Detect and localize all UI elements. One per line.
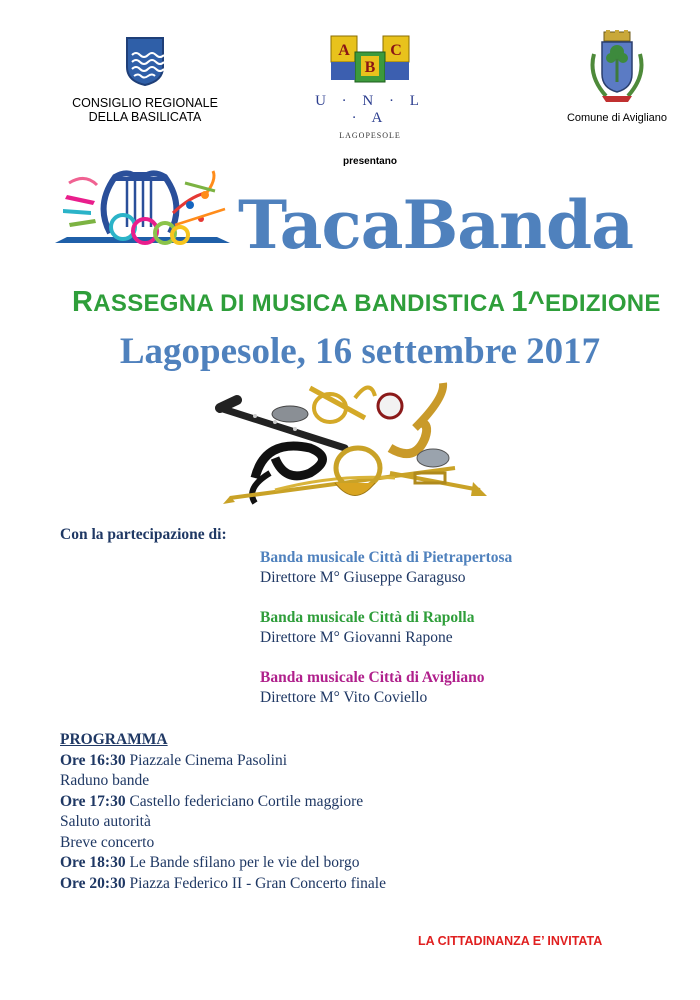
municipal-crest-icon	[586, 30, 648, 104]
lyre-music-icon	[55, 165, 235, 265]
unla-place: LAGOPESOLE	[339, 131, 401, 140]
band-director: Direttore M° Giovanni Rapone	[260, 629, 453, 646]
band-director: Direttore M° Giuseppe Garaguso	[260, 569, 466, 586]
programma-item	[60, 751, 386, 772]
programma-text: Piazzale Cinema Pasolini	[125, 751, 287, 769]
subtitle-edition-number: 1^	[511, 286, 545, 318]
subtitle-edition: EDIZIONE	[544, 290, 661, 317]
unla-logo	[315, 30, 425, 140]
programma-text: Raduno bande	[60, 772, 150, 789]
programma-section	[60, 730, 386, 894]
comune-label: Comune di Avigliano	[566, 112, 668, 124]
programma-item	[60, 812, 386, 833]
event-subtitle	[72, 286, 672, 319]
programma-item	[60, 853, 386, 874]
comune-logo	[552, 30, 682, 124]
participation-label: Con la partecipazione di:	[60, 526, 227, 543]
programma-text: Saluto autorità	[60, 813, 151, 830]
band-entry-avigliano	[260, 668, 485, 708]
unla-name: U · N · L · A	[315, 93, 425, 126]
programma-text: Castello federiciano Cortile maggiore	[125, 792, 364, 810]
programma-item	[60, 833, 386, 854]
programma-time: Ore 18:30	[60, 854, 126, 871]
programma-item	[60, 771, 386, 792]
programma-time: Ore 17:30	[60, 792, 126, 810]
band-entry-pietrapertosa	[260, 548, 512, 588]
programma-item	[60, 792, 386, 813]
event-dateline: Lagopesole, 16 settembre 2017	[119, 331, 601, 372]
band-name: Banda musicale Città di Avigliano	[260, 669, 485, 686]
band-entry-rapolla	[260, 608, 474, 648]
region-name	[60, 96, 230, 124]
programma-text: Breve concerto	[60, 833, 155, 851]
region-crest-icon	[124, 35, 166, 87]
programma-item	[60, 874, 386, 895]
event-title: TacaBanda	[238, 186, 633, 264]
band-director: Direttore M° Vito Coviello	[260, 689, 428, 706]
band-name: Banda musicale Città di Pietrapertosa	[260, 549, 513, 566]
abc-blocks-icon	[325, 30, 415, 86]
programma-time: Ore 16:30	[60, 751, 126, 769]
band-name: Banda musicale Città di Rapolla	[260, 609, 475, 626]
programma-heading: PROGRAMMA	[60, 731, 168, 748]
region-name-line-2: DELLA BASILICATA	[88, 110, 202, 124]
presentano-text: presentano	[343, 156, 397, 167]
block-b: B	[364, 59, 376, 76]
region-name-line-1: CONSIGLIO REGIONALE	[72, 96, 218, 110]
programma-text: Piazza Federico II - Gran Concerto finale	[125, 874, 386, 892]
block-c: C	[390, 42, 402, 59]
programma-text: Le Bande sfilano per le vie del borgo	[125, 854, 360, 871]
invite-notice: LA CITTADINANZA E’ INVITATA	[418, 934, 603, 948]
subtitle-initial: R	[72, 286, 94, 318]
region-logo	[60, 35, 230, 124]
subtitle-main: ASSEGNA DI MUSICA BANDISTICA	[93, 290, 512, 317]
brass-instruments-icon	[215, 378, 490, 510]
block-a: A	[338, 42, 350, 59]
programma-time: Ore 20:30	[60, 874, 126, 892]
